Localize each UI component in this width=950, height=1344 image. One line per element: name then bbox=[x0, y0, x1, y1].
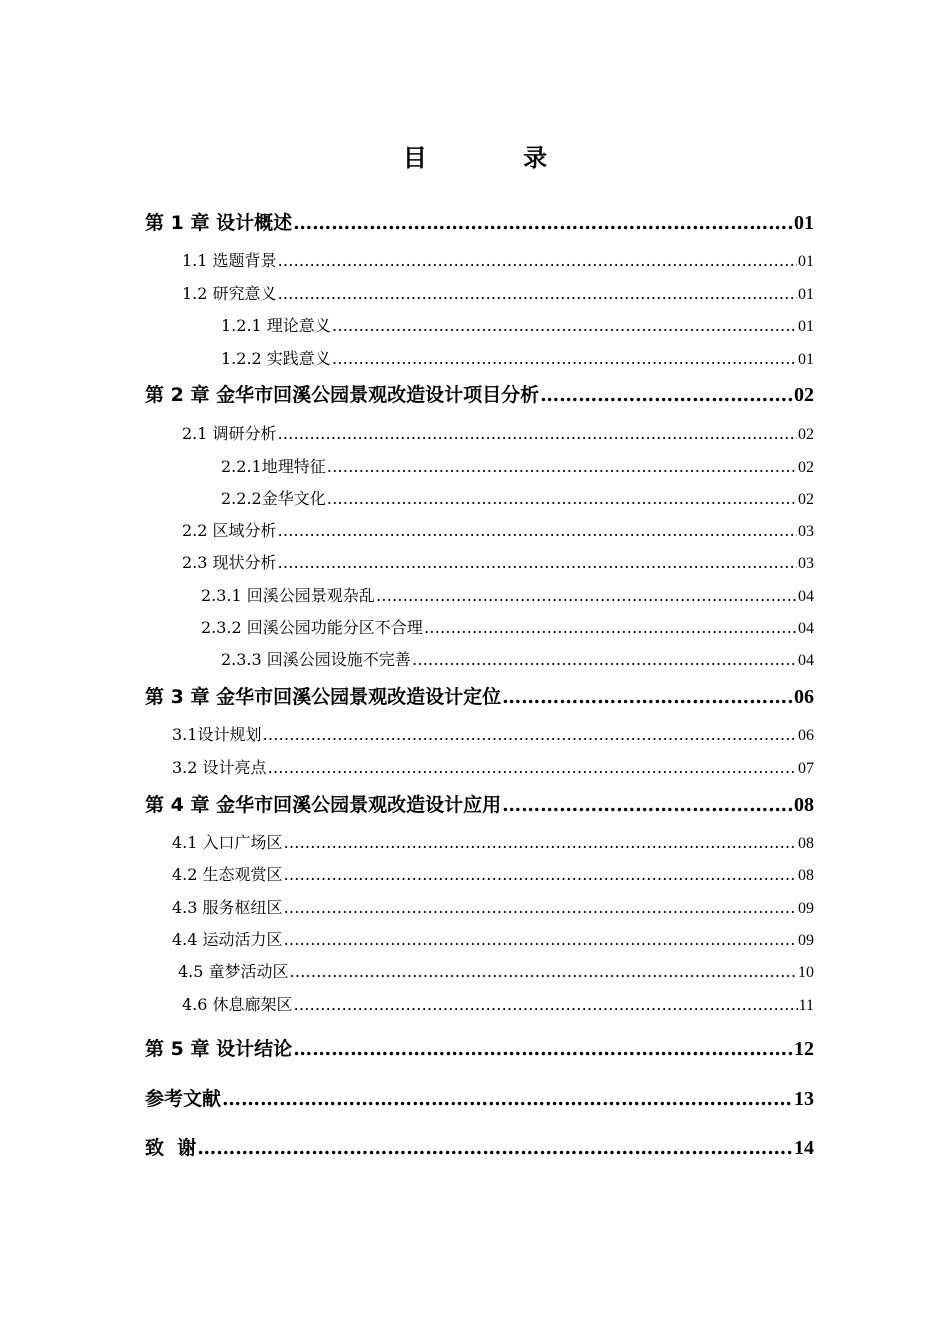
toc-entry-label: 2.3.3 回溪公园设施不完善 bbox=[221, 650, 411, 669]
toc-entry-label: 第 1 章 设计概述 bbox=[145, 212, 293, 234]
toc-entry-label: 4.3 服务枢纽区 bbox=[172, 898, 283, 917]
toc-entry-chapter-3[interactable] bbox=[145, 683, 814, 711]
toc-entry-2-3-1[interactable] bbox=[201, 584, 814, 609]
toc-page-number: 01 bbox=[798, 351, 814, 368]
toc-entry-label: 1.1 选题背景 bbox=[182, 251, 277, 270]
toc-entry-label: 4.5 童梦活动区 bbox=[178, 962, 289, 981]
toc-page-number: 08 bbox=[798, 867, 814, 884]
toc-leader-dots bbox=[284, 928, 797, 952]
toc-page-number: 10 bbox=[798, 964, 814, 981]
toc-entry-3-1[interactable] bbox=[172, 723, 814, 748]
toc-entry-chapter-2[interactable] bbox=[145, 381, 814, 409]
toc-page-number: 09 bbox=[798, 900, 814, 917]
toc-entry-chapter-4[interactable] bbox=[145, 791, 814, 819]
toc-entry-1-2-2[interactable] bbox=[221, 347, 814, 372]
toc-entry-chapter-5[interactable] bbox=[145, 1035, 814, 1063]
toc-page-number: 14 bbox=[794, 1137, 814, 1159]
toc-page-number: 01 bbox=[794, 212, 814, 234]
toc-page-number: 04 bbox=[798, 652, 814, 669]
toc-entry-label: 2.1 调研分析 bbox=[182, 424, 277, 443]
toc-entry-references[interactable] bbox=[145, 1085, 814, 1113]
toc-page-number: 02 bbox=[798, 459, 814, 476]
toc-leader-dots bbox=[197, 1134, 793, 1162]
toc-entry-2-3[interactable] bbox=[182, 551, 814, 576]
toc-page-number: 03 bbox=[798, 523, 814, 540]
toc-leader-dots bbox=[290, 960, 797, 984]
toc-entry-4-4[interactable] bbox=[172, 928, 814, 953]
toc-leader-dots bbox=[278, 422, 797, 446]
toc-entry-label: 2.2.2金华文化 bbox=[221, 489, 326, 508]
toc-leader-dots bbox=[293, 1035, 793, 1063]
toc-leader-dots bbox=[424, 616, 797, 640]
toc-entry-2-3-3[interactable] bbox=[221, 648, 814, 673]
toc-page-number: 06 bbox=[798, 727, 814, 744]
toc-page-number: 01 bbox=[798, 253, 814, 270]
toc-page-number: 13 bbox=[794, 1088, 814, 1110]
toc-page-number: 12 bbox=[794, 1038, 814, 1060]
toc-entry-1-2-1[interactable] bbox=[221, 314, 814, 339]
toc-leader-dots bbox=[284, 863, 797, 887]
toc-entry-2-2-2[interactable] bbox=[221, 487, 814, 512]
page-title: 目 录 bbox=[402, 144, 592, 172]
toc-entry-label: 3.1设计规划 bbox=[172, 725, 262, 744]
toc-page-number: 02 bbox=[798, 491, 814, 508]
toc-leader-dots bbox=[294, 993, 798, 1017]
toc-entry-label: 1.2 研究意义 bbox=[182, 284, 277, 303]
toc-leader-dots bbox=[327, 487, 797, 511]
toc-entry-2-2[interactable] bbox=[182, 519, 814, 544]
toc-page-number: 08 bbox=[794, 794, 814, 816]
toc-entry-2-2-1[interactable] bbox=[221, 455, 814, 480]
toc-leader-dots bbox=[262, 723, 797, 747]
toc-entry-label: 2.2.1地理特征 bbox=[221, 457, 326, 476]
toc-leader-dots bbox=[284, 896, 797, 920]
toc-entry-4-1[interactable] bbox=[172, 831, 814, 856]
toc-entry-4-6[interactable] bbox=[182, 993, 814, 1018]
toc-entry-label: 第 4 章 金华市回溪公园景观改造设计应用 bbox=[145, 794, 502, 816]
toc-entry-label: 参考文献 bbox=[145, 1088, 222, 1110]
toc-entry-label: 4.1 入口广场区 bbox=[172, 833, 283, 852]
toc-page-number: 02 bbox=[798, 426, 814, 443]
toc-page-number: 02 bbox=[794, 384, 814, 406]
toc-entry-label: 2.3.1 回溪公园景观杂乱 bbox=[201, 586, 375, 605]
toc-leader-dots bbox=[332, 347, 797, 371]
toc-leader-dots bbox=[502, 791, 793, 819]
toc-leader-dots bbox=[278, 519, 797, 543]
toc-entry-4-2[interactable] bbox=[172, 863, 814, 888]
toc-entry-3-2[interactable] bbox=[172, 756, 814, 781]
toc-page-number: 07 bbox=[798, 760, 814, 777]
toc-leader-dots bbox=[412, 648, 797, 672]
toc-page-number: 08 bbox=[798, 835, 814, 852]
toc-entry-label: 2.3 现状分析 bbox=[182, 553, 277, 572]
toc-page-number: 01 bbox=[798, 318, 814, 335]
toc-leader-dots bbox=[268, 756, 797, 780]
toc-page-number: 09 bbox=[798, 932, 814, 949]
toc-page-number: 11 bbox=[798, 997, 814, 1014]
toc-page-number: 03 bbox=[798, 555, 814, 572]
toc-leader-dots bbox=[293, 209, 793, 237]
toc-entry-label: 3.2 设计亮点 bbox=[172, 758, 267, 777]
toc-entry-2-1[interactable] bbox=[182, 422, 814, 447]
toc-entry-4-5[interactable] bbox=[178, 960, 814, 985]
toc-leader-dots bbox=[376, 584, 797, 608]
toc-entry-label: 致 谢 bbox=[145, 1137, 197, 1159]
toc-leader-dots bbox=[278, 282, 797, 306]
toc-entry-label: 1.2.2 实践意义 bbox=[221, 349, 331, 368]
toc-entry-chapter-1[interactable] bbox=[145, 209, 814, 237]
toc-entry-label: 4.6 休息廊架区 bbox=[182, 995, 293, 1014]
toc-page-number: 04 bbox=[798, 588, 814, 605]
toc-page-number: 04 bbox=[798, 620, 814, 637]
toc-entry-2-3-2[interactable] bbox=[201, 616, 814, 641]
toc-entry-label: 4.4 运动活力区 bbox=[172, 930, 283, 949]
toc-entry-label: 2.2 区域分析 bbox=[182, 521, 277, 540]
toc-page-number: 06 bbox=[794, 686, 814, 708]
toc-entry-label: 4.2 生态观赏区 bbox=[172, 865, 283, 884]
toc-leader-dots bbox=[502, 683, 793, 711]
toc-leader-dots bbox=[222, 1085, 793, 1113]
toc-entry-label: 2.3.2 回溪公园功能分区不合理 bbox=[201, 618, 423, 637]
toc-leader-dots bbox=[284, 831, 797, 855]
toc-entry-label: 1.2.1 理论意义 bbox=[221, 316, 331, 335]
toc-leader-dots bbox=[327, 455, 797, 479]
toc-entry-4-3[interactable] bbox=[172, 896, 814, 921]
toc-leader-dots bbox=[332, 314, 797, 338]
toc-leader-dots bbox=[278, 551, 797, 575]
toc-entry-acknowledgements[interactable] bbox=[145, 1134, 814, 1162]
toc-entry-1-1[interactable] bbox=[182, 249, 814, 274]
toc-entry-label: 第 3 章 金华市回溪公园景观改造设计定位 bbox=[145, 686, 502, 708]
toc-leader-dots bbox=[278, 249, 797, 273]
toc-entry-label: 第 5 章 设计结论 bbox=[145, 1038, 293, 1060]
toc-entry-1-2[interactable] bbox=[182, 282, 814, 307]
toc-entry-label: 第 2 章 金华市回溪公园景观改造设计项目分析 bbox=[145, 384, 540, 406]
toc-page-number: 01 bbox=[798, 286, 814, 303]
toc-leader-dots bbox=[540, 381, 793, 409]
